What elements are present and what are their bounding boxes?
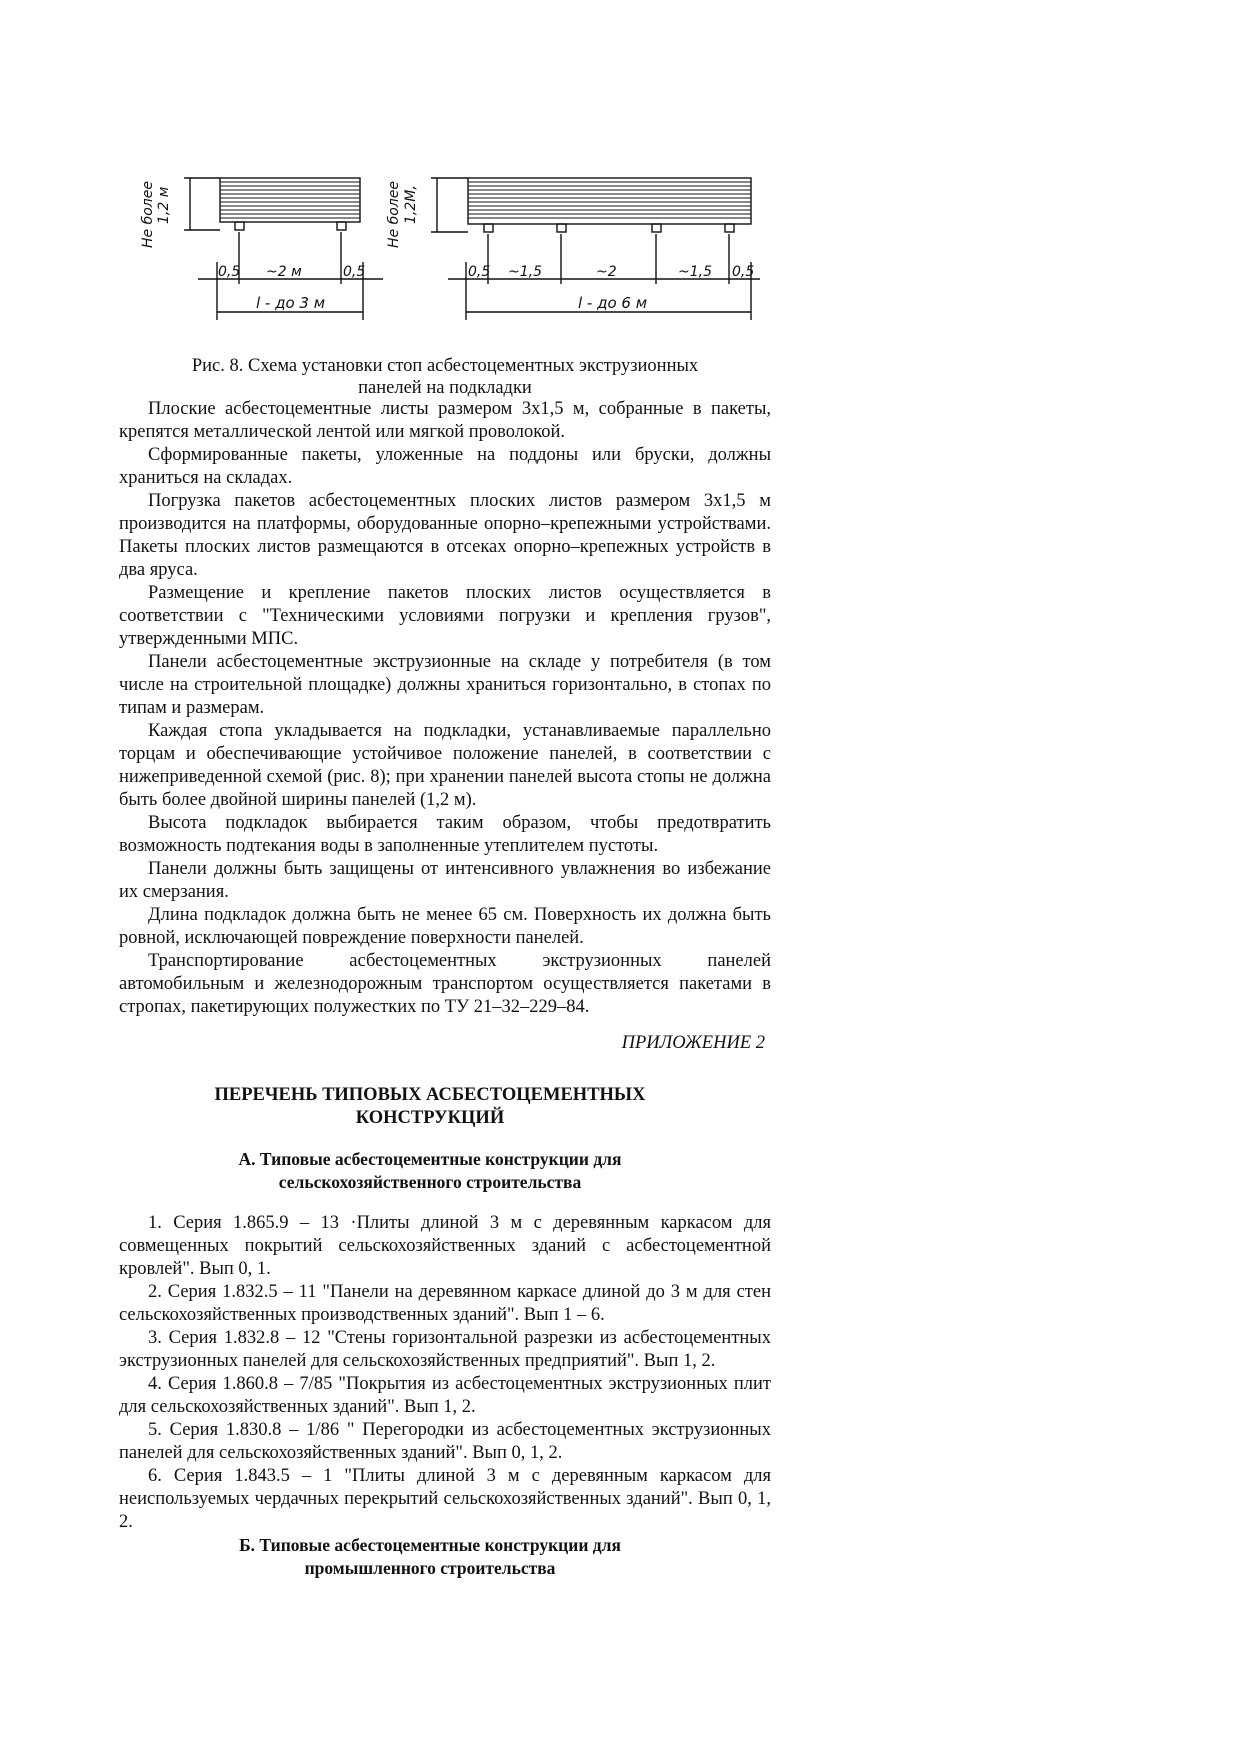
right-dim-4: 0,5: [732, 264, 755, 280]
left-height-label-1: Не более: [140, 181, 156, 248]
paragraph: Каждая стопа укладывается на подкладки, устанавливаемые параллельно торцам и обеспечивающие устойчивое положение панелей, в соответствии с нижеприведенной схемой (рис. 8); при хранении панелей высота стопы не должна быть более двойной ширины панелей (1,2 м).: [119, 721, 771, 810]
right-support-2: [557, 224, 566, 232]
paragraph: Панели должны быть защищены от интенсивного увлажнения во избежание их смерзания.: [119, 859, 771, 902]
left-length: l - до 3 м: [256, 294, 326, 312]
right-stack-sheets: [468, 182, 751, 218]
list-item: 5. Серия 1.830.8 – 1/86 " Перегородки из асбестоцементных экструзионных панелей для сельскохозяйственных зданий". Вып 0, 1, 2.: [119, 1420, 771, 1463]
appendix-title: [119, 1084, 771, 1130]
paragraph: Транспортирование асбестоцементных экструзионных панелей автомобильным и железнодорожным транспортом осуществляется пакетами в стропах, пакетирующих полужестких по ТУ 21–32–229–84.: [119, 951, 771, 1017]
section-a-heading: [119, 1148, 771, 1194]
left-support-2: [337, 222, 346, 230]
left-dim-0: 0,5: [218, 264, 241, 280]
left-dim-2: 0,5: [343, 264, 366, 280]
section-a-line-2: сельскохозяйственного строительства: [278, 1172, 582, 1192]
left-height-label-2: 1,2 м: [156, 186, 172, 224]
right-length: l - до 6 м: [578, 294, 648, 312]
section-b-line-1: Б. Типовые асбестоцементные конструкции для: [239, 1535, 621, 1555]
caption-line-2: панелей на подкладки: [358, 378, 532, 398]
left-stack-sheets: [220, 182, 360, 218]
right-height-label-1: Не более: [386, 181, 402, 248]
right-dim-0: 0,5: [468, 264, 491, 280]
spacer: [119, 1194, 771, 1212]
list-item: 1. Серия 1.865.9 – 13 ·Плиты длиной 3 м с деревянным каркасом для совмещенных покрытий сельскохозяйственных зданий с асбестоцементной кровлей". Вып 0, 1.: [119, 1213, 771, 1279]
left-dim-1: ~2 м: [266, 264, 302, 280]
paragraph: Длина подкладок должна быть не менее 65 см. Поверхность их должна быть ровной, исключающей повреждение поверхности панелей.: [119, 905, 771, 948]
right-dim-3: ~1,5: [678, 264, 712, 280]
appendix-title-line-1: ПЕРЕЧЕНЬ ТИПОВЫХ АСБЕСТОЦЕМЕНТНЫХ: [214, 1085, 646, 1105]
section-b-heading: [119, 1534, 771, 1580]
appendix-title-line-2: КОНСТРУКЦИЙ: [355, 1108, 505, 1128]
caption-line-1: Рис. 8. Схема установки стоп асбестоцементных экструзионных: [191, 356, 699, 376]
right-support-3: [652, 224, 661, 232]
paragraph: Размещение и крепление пакетов плоских листов осуществляется в соответствии с "Техническими условиями погрузки и крепления грузов", утвержденными МПС.: [119, 583, 771, 649]
document-body: [119, 398, 771, 1580]
paragraph: Погрузка пакетов асбестоцементных плоских листов размером 3х1,5 м производится на платформы, оборудованные опорно–крепежными устройствами. Пакеты плоских листов размещаются в отсеках опорно–крепежных устройств в два яруса.: [119, 491, 771, 580]
section-a-line-1: А. Типовые асбестоцементные конструкции для: [238, 1149, 622, 1169]
right-support-1: [484, 224, 493, 232]
list-item: 3. Серия 1.832.8 – 12 "Стены горизонтальной разрезки из асбестоцементных экструзионных панелей для сельскохозяйственных предприятий". Вып 1, 2.: [119, 1328, 771, 1371]
right-dim-2: ~2: [596, 264, 617, 280]
list-item: 6. Серия 1.843.5 – 1 "Плиты длиной 3 м с деревянным каркасом для неиспользуемых чердачных перекрытий сельскохозяйственных зданий". Вып 0, 1, 2.: [119, 1466, 771, 1532]
figure-caption: [120, 355, 770, 399]
right-support-4: [725, 224, 734, 232]
paragraph: Панели асбестоцементные экструзионные на складе у потребителя (в том числе на строительной площадке) должны храниться горизонтально, в стопах по типам и размерам.: [119, 652, 771, 718]
paragraph: Высота подкладок выбирается таким образом, чтобы предотвратить возможность подтекания воды в заполненные утеплителем пустоты.: [119, 813, 771, 856]
section-b-line-2: промышленного строительства: [304, 1558, 556, 1578]
appendix-label: ПРИЛОЖЕНИЕ 2: [621, 1033, 765, 1053]
right-height-label-2: 1,2М,: [403, 185, 419, 224]
paragraph: Плоские асбестоцементные листы размером 3х1,5 м, собранные в пакеты, крепятся металлической лентой или мягкой проволокой.: [119, 399, 771, 442]
right-stack: [468, 178, 751, 224]
right-dim-1: ~1,5: [508, 264, 542, 280]
paragraph: Сформированные пакеты, уложенные на поддоны или бруски, должны храниться на складах.: [119, 445, 771, 488]
left-support-1: [235, 222, 244, 230]
list-item: 4. Серия 1.860.8 – 7/85 "Покрытия из асбестоцементных экструзионных плит для сельскохозяйственных зданий". Вып 1, 2.: [119, 1374, 771, 1417]
list-item: 2. Серия 1.832.5 – 11 "Панели на деревянном каркасе длиной до 3 м для стен сельскохозяйственных производственных зданий". Вып 1 – 6.: [119, 1282, 771, 1325]
left-stack: [220, 178, 360, 222]
stacking-diagram: [138, 162, 778, 330]
